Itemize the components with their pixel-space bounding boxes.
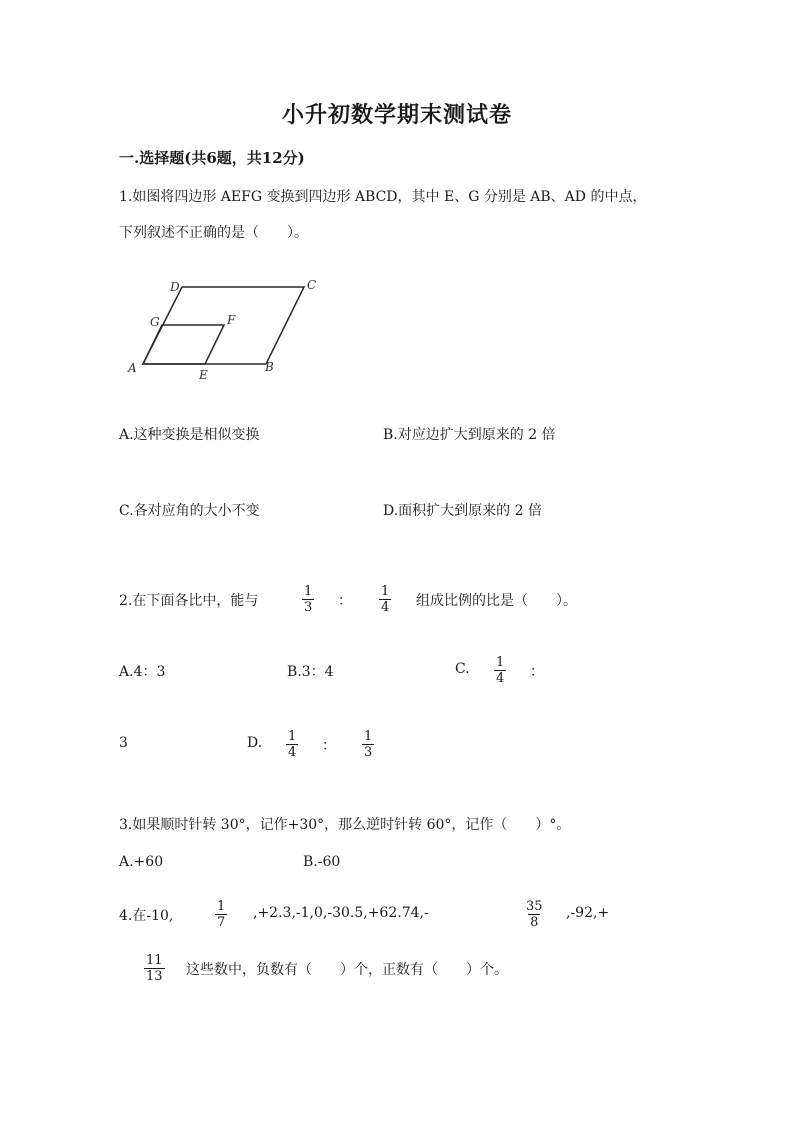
q2-fraction-2 bbox=[379, 584, 391, 615]
q4-middle: ,+2.3,-1,0,-30.5,+62.74,- bbox=[253, 905, 429, 921]
q2-option-c-fraction bbox=[494, 655, 506, 686]
label-a: A bbox=[128, 361, 137, 375]
q2-option-d-fraction-2 bbox=[362, 729, 374, 760]
q1-option-a[interactable]: A.这种变换是相似变换 bbox=[119, 427, 260, 443]
q2-option-c-tail: 3 bbox=[119, 735, 128, 751]
q4-line2: 这些数中，负数有（ ）个，正数有（ ）个。 bbox=[186, 962, 508, 978]
fraction-numerator: 1 bbox=[217, 899, 226, 914]
fraction-denominator: 4 bbox=[496, 671, 505, 686]
fraction-denominator: 7 bbox=[217, 915, 226, 930]
q4-fraction-1 bbox=[215, 899, 227, 930]
q2-option-a[interactable]: A.4：3 bbox=[119, 664, 166, 680]
fraction-denominator: 13 bbox=[146, 969, 163, 984]
q4-fraction-3 bbox=[144, 953, 165, 984]
q1-option-c[interactable]: C.各对应角的大小不变 bbox=[119, 503, 260, 519]
q2-suffix: 组成比例的比是（ ）。 bbox=[416, 593, 577, 609]
page-title: 小升初数学期末测试卷 bbox=[281, 102, 512, 128]
fraction-numerator: 1 bbox=[288, 729, 297, 744]
label-f: F bbox=[227, 313, 236, 327]
fraction-numerator: 1 bbox=[496, 655, 505, 670]
q1-figure bbox=[120, 272, 330, 382]
q2-option-d-colon: ： bbox=[322, 738, 336, 754]
q1-line1: 1.如图将四边形 AEFG 变换到四边形 ABCD，其中 E、G 分别是 AB、AD 的中点， bbox=[119, 189, 647, 205]
q1-option-d[interactable]: D.面积扩大到原来的 2 倍 bbox=[383, 503, 542, 519]
fraction-denominator: 4 bbox=[381, 600, 390, 615]
fraction-numerator: 11 bbox=[146, 953, 163, 968]
q4-fraction-2 bbox=[524, 899, 545, 930]
q2-option-d-label[interactable]: D. bbox=[247, 735, 263, 751]
q2-option-b[interactable]: B.3：4 bbox=[287, 664, 334, 680]
q2-option-d-fraction-1 bbox=[286, 729, 298, 760]
fraction-denominator: 3 bbox=[304, 600, 313, 615]
label-e: E bbox=[199, 368, 208, 382]
q2-option-c-label[interactable]: C. bbox=[455, 661, 470, 677]
q4-prefix: 4.在-10, bbox=[119, 908, 174, 924]
label-d: D bbox=[170, 280, 180, 294]
section-heading: 一.选择题(共6题，共12分) bbox=[119, 149, 305, 167]
fraction-numerator: 1 bbox=[364, 729, 373, 744]
q2-fraction-1 bbox=[302, 584, 314, 615]
q3-text: 3.如果顺时针转 30°，记作+30°，那么逆时针转 60°，记作（ ）°。 bbox=[119, 817, 571, 833]
quadrilateral-aefg bbox=[143, 325, 224, 364]
q3-option-b[interactable]: B.-60 bbox=[303, 854, 341, 870]
q2-prefix: 2.在下面各比中，能与 bbox=[119, 593, 259, 609]
q2-colon: ： bbox=[338, 593, 352, 609]
q4-after: ,-92,+ bbox=[566, 905, 610, 921]
fraction-numerator: 1 bbox=[381, 584, 390, 599]
label-c: C bbox=[307, 278, 317, 292]
q3-option-a[interactable]: A.+60 bbox=[119, 854, 164, 870]
fraction-denominator: 8 bbox=[530, 915, 539, 930]
q1-option-b[interactable]: B.对应边扩大到原来的 2 倍 bbox=[383, 427, 556, 443]
label-b: B bbox=[265, 360, 274, 374]
label-g: G bbox=[150, 315, 160, 329]
q2-option-c-colon: ： bbox=[530, 664, 544, 680]
fraction-numerator: 35 bbox=[526, 899, 543, 914]
fraction-numerator: 1 bbox=[304, 584, 313, 599]
q1-line2: 下列叙述不正确的是（ ）。 bbox=[119, 225, 308, 241]
fraction-denominator: 3 bbox=[364, 745, 373, 760]
fraction-denominator: 4 bbox=[288, 745, 297, 760]
